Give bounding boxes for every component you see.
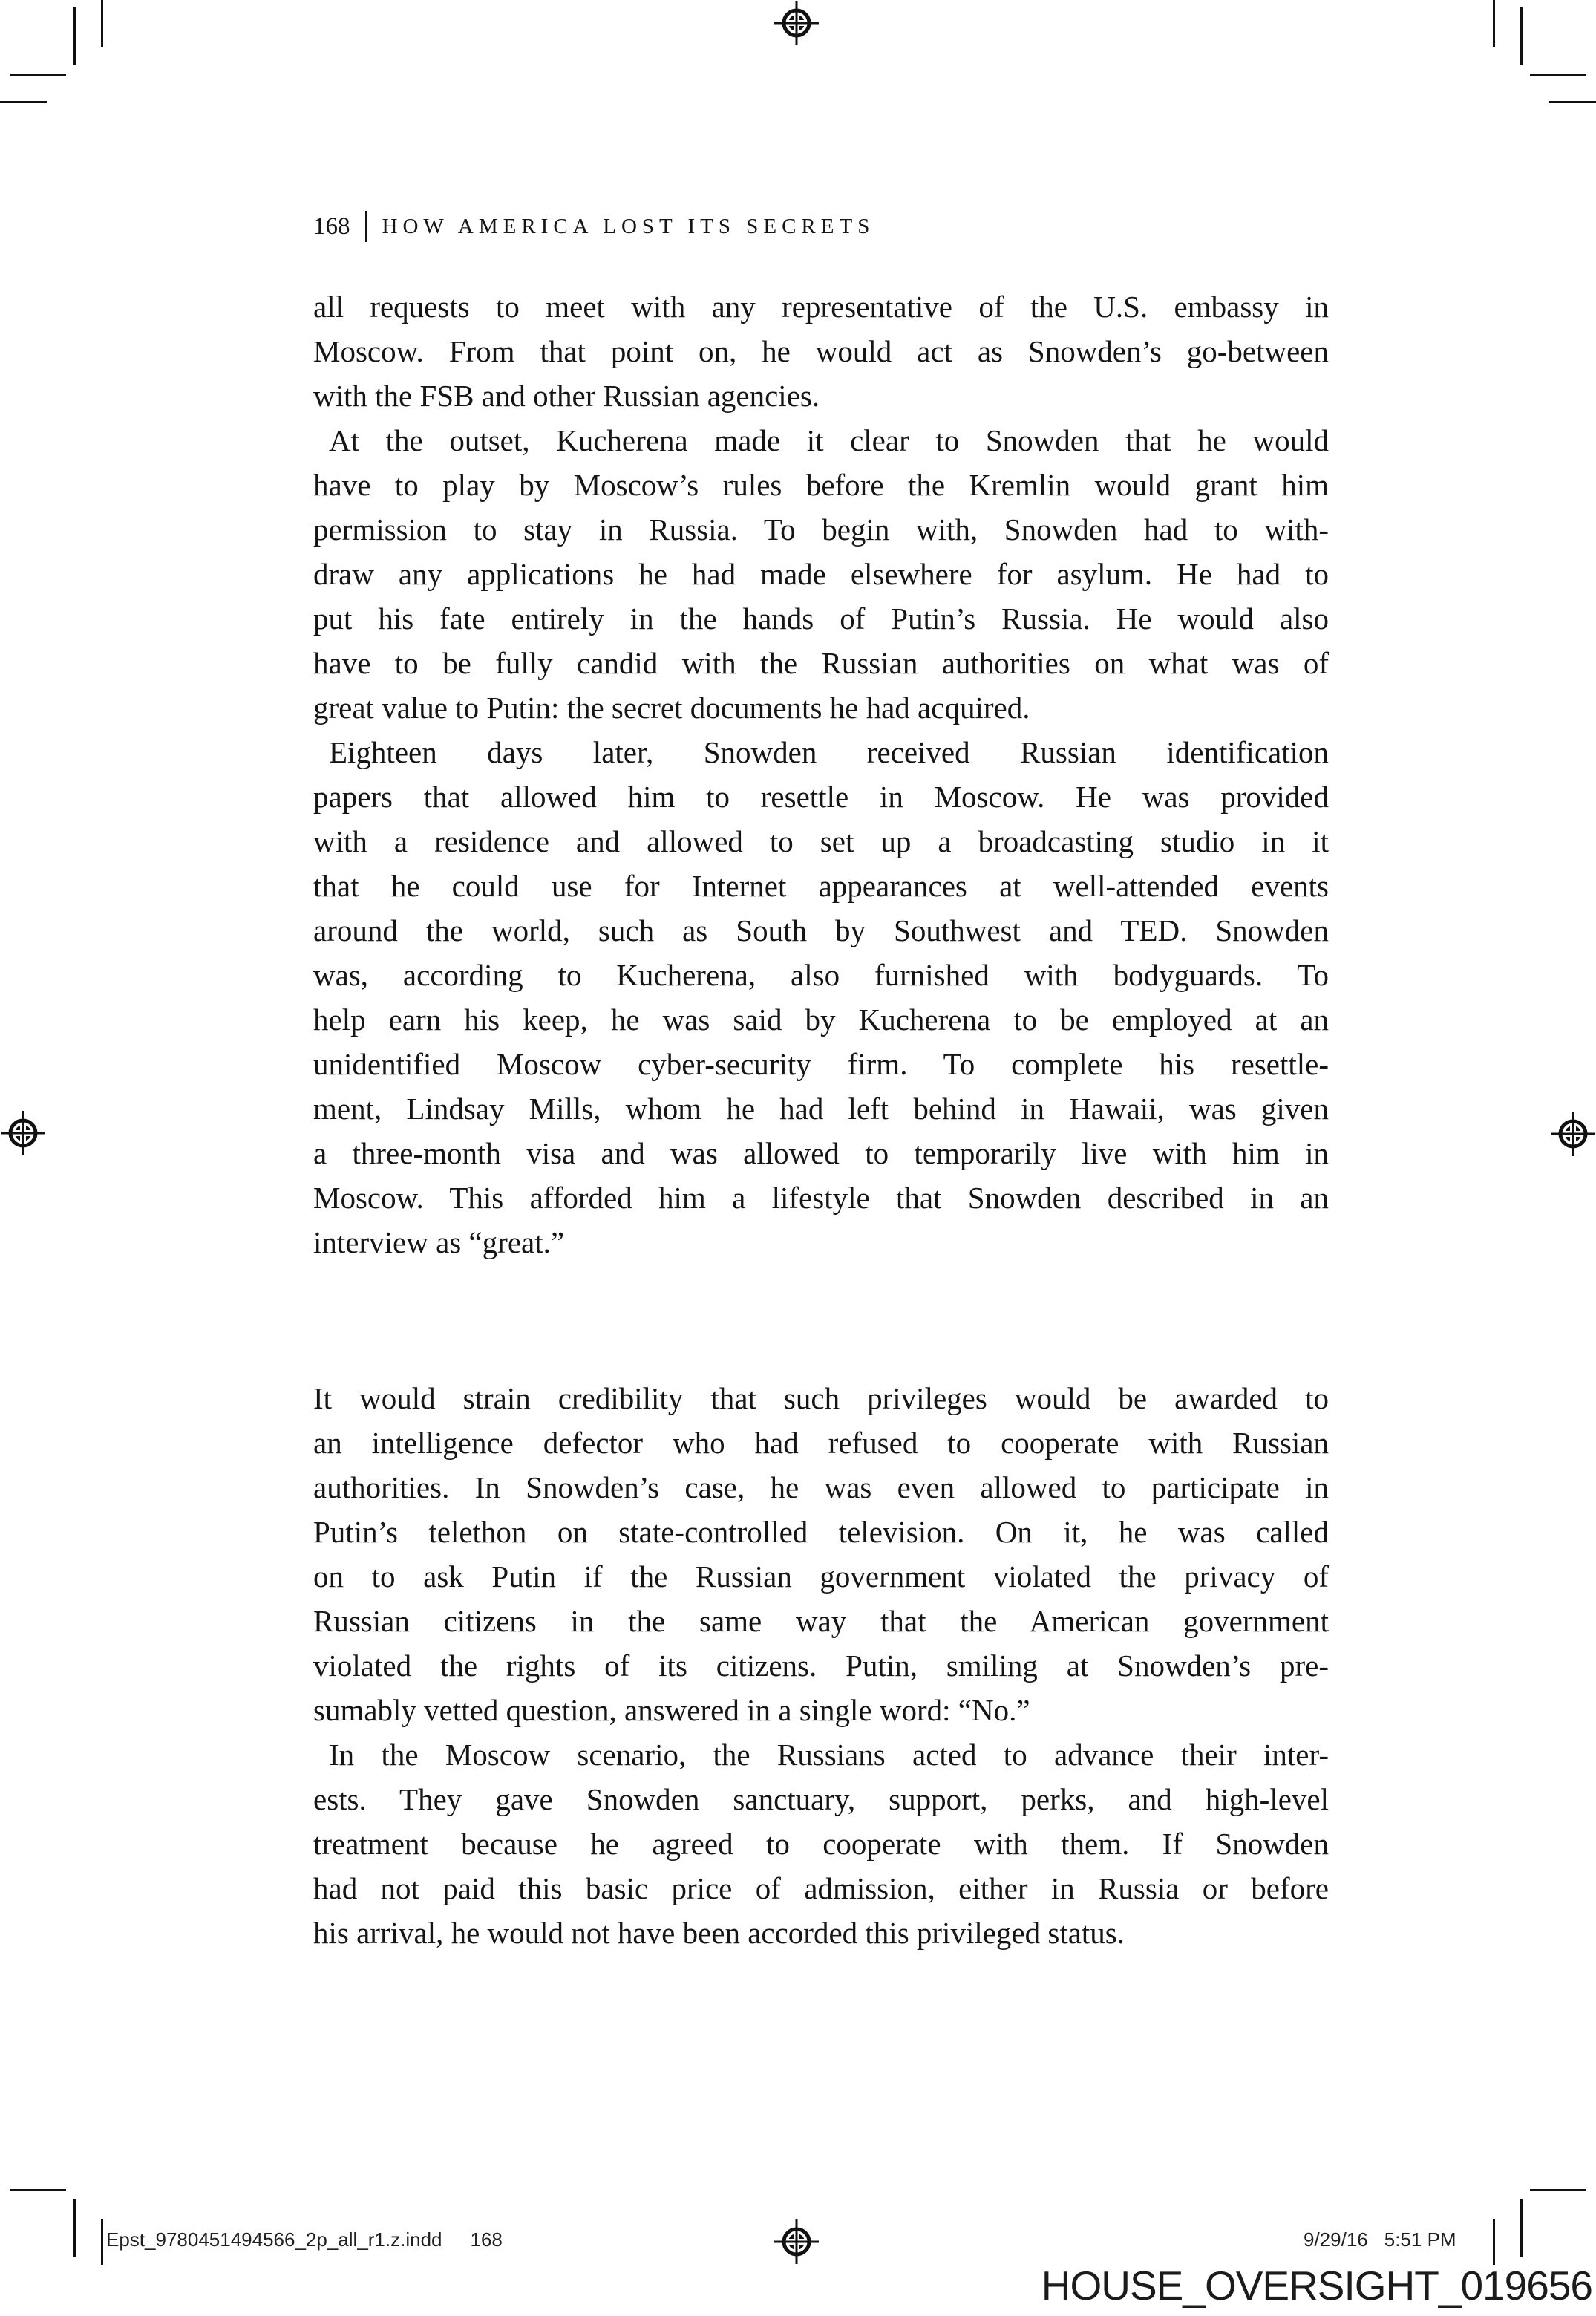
body-line: was, according to Kucherena, also furnished with bodyguards. To <box>313 958 1329 992</box>
body-line: help earn his keep, he was said by Kucherena to be employed at an <box>313 1002 1329 1037</box>
crop-mark <box>0 101 47 103</box>
body-line: put his fate entirely in the hands of Putin’s Russia. He would also <box>313 601 1329 636</box>
paragraph <box>313 284 1329 418</box>
crop-mark <box>73 7 76 65</box>
crop-mark <box>1520 2199 1523 2257</box>
body-line: At the outset, Kucherena made it clear to Snowden that he would <box>329 423 1329 457</box>
crop-mark <box>1520 7 1523 65</box>
paragraph <box>313 1376 1329 1732</box>
body-line: ests. They gave Snowden sanctuary, support, perks, and high-level <box>313 1782 1329 1816</box>
body-line: Moscow. This afforded him a lifestyle that Snowden described in an <box>313 1181 1329 1215</box>
crop-mark <box>10 74 66 76</box>
body-line: permission to stay in Russia. To begin with, Snowden had to with- <box>313 512 1329 547</box>
body-line: Eighteen days later, Snowden received Russian identification <box>329 735 1329 769</box>
bates-stamp: HOUSE_OVERSIGHT_019656 <box>1041 2263 1592 2309</box>
crop-mark <box>1549 101 1596 103</box>
registration-target-icon <box>773 0 820 47</box>
body-line: have to be fully candid with the Russian authorities on what was of <box>313 646 1329 680</box>
body-line: around the world, such as South by Southwest and TED. Snowden <box>313 913 1329 947</box>
body-line: papers that allowed him to resettle in Moscow. He was provided <box>313 780 1329 814</box>
crop-mark <box>1493 0 1495 47</box>
footer-file-page: 168 <box>470 2228 503 2251</box>
footer-filename: Epst_9780451494566_2p_all_r1.z.indd <box>106 2228 442 2251</box>
body-line: have to play by Moscow’s rules before the Kremlin would grant him <box>313 468 1329 502</box>
body-line: In the Moscow scenario, the Russians acted to advance their inter- <box>329 1738 1329 1772</box>
body-line: his arrival, he would not have been accorded this privileged status. <box>313 1916 1125 1950</box>
body-line: on to ask Putin if the Russian government violated the privacy of <box>313 1559 1329 1594</box>
body-line: Russian citizens in the same way that the American government <box>313 1604 1329 1638</box>
body-line: great value to Putin: the secret documents he had acquired. <box>313 691 1030 725</box>
crop-mark <box>73 2199 76 2257</box>
body-line: violated the rights of its citizens. Putin, smiling at Snowden’s pre- <box>313 1648 1329 1683</box>
body-line: draw any applications he had made elsewhere for asylum. He had to <box>313 557 1329 591</box>
footer-time: 5:51 PM <box>1384 2228 1456 2251</box>
body-line: a three-month visa and was allowed to temporarily live with him in <box>313 1136 1329 1170</box>
body-line: unidentified Moscow cyber-security firm. To complete his resettle- <box>313 1047 1329 1081</box>
body-line: interview as “great.” <box>313 1225 565 1259</box>
paragraph <box>313 730 1329 1265</box>
body-line: authorities. In Snowden’s case, he was even allowed to participate in <box>313 1470 1329 1504</box>
paragraph <box>313 1732 1329 1955</box>
registration-target-icon <box>0 1109 47 1157</box>
crop-mark <box>1530 74 1586 76</box>
body-line: Putin’s telethon on state-controlled television. On it, he was called <box>313 1515 1329 1549</box>
body-line: with a residence and allowed to set up a broadcasting studio in it <box>313 824 1329 858</box>
body-line: Moscow. From that point on, he would act as Snowden’s go-between <box>313 334 1329 368</box>
crop-mark <box>1493 2219 1495 2265</box>
text-block <box>313 284 1329 1955</box>
body-line: treatment because he agreed to cooperate with them. If Snowden <box>313 1827 1329 1861</box>
crop-mark <box>10 2189 66 2191</box>
body-line: It would strain credibility that such privileges would be awarded to <box>313 1381 1329 1415</box>
body-line: with the FSB and other Russian agencies. <box>313 379 820 413</box>
body-line: had not paid this basic price of admission, either in Russia or before <box>313 1871 1329 1905</box>
book-title: HOW AMERICA LOST ITS SECRETS <box>382 214 875 238</box>
body-line: that he could use for Internet appearances at well-attended events <box>313 869 1329 903</box>
crop-mark <box>101 2219 103 2265</box>
crop-mark <box>101 0 103 47</box>
running-head <box>313 209 874 244</box>
body-line: sumably vetted question, answered in a single word: “No.” <box>313 1693 1030 1727</box>
page-number: 168 <box>313 212 350 240</box>
paragraph <box>313 418 1329 730</box>
registration-target-icon <box>1549 1110 1596 1158</box>
footer-datetime <box>1304 2228 1456 2251</box>
footer-date: 9/29/16 <box>1304 2228 1368 2251</box>
body-line: an intelligence defector who had refused to cooperate with Russian <box>313 1426 1329 1460</box>
footer-file-slug <box>106 2228 503 2251</box>
body-line: all requests to meet with any representative of the U.S. embassy in <box>313 290 1329 324</box>
body-line: ment, Lindsay Mills, whom he had left behind in Hawaii, was given <box>313 1092 1329 1126</box>
registration-target-icon <box>773 2218 820 2266</box>
header-divider <box>365 211 367 242</box>
crop-mark <box>1530 2189 1586 2191</box>
